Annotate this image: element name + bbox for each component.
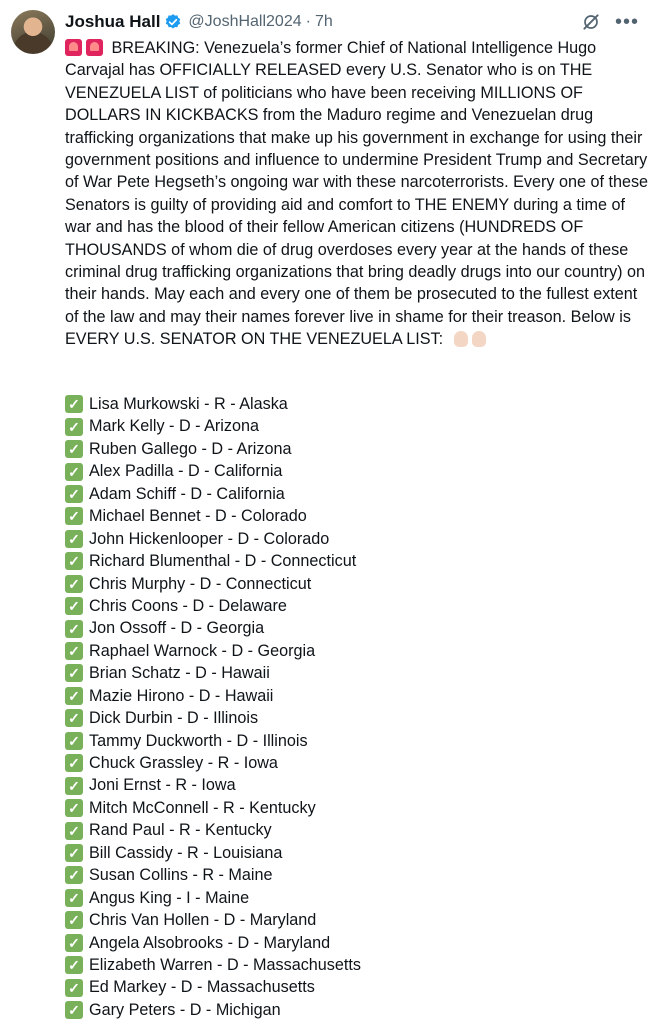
senator-entry: Raphael Warnock - D - Georgia xyxy=(89,641,316,660)
list-item xyxy=(65,864,361,886)
list-item xyxy=(65,460,361,482)
check-mark-icon: ✓ xyxy=(65,463,83,481)
author-name[interactable]: Joshua Hall xyxy=(65,12,161,31)
senator-entry: Tammy Duckworth - D - Illinois xyxy=(89,731,308,750)
senator-entry: Elizabeth Warren - D - Massachusetts xyxy=(89,955,361,974)
pointing-down-icon xyxy=(472,331,486,347)
check-mark-icon: ✓ xyxy=(65,664,83,682)
check-mark-icon: ✓ xyxy=(65,822,83,840)
senator-entry: Richard Blumenthal - D - Connecticut xyxy=(89,552,357,571)
check-mark-icon: ✓ xyxy=(65,866,83,884)
list-item xyxy=(65,438,361,460)
check-mark-icon: ✓ xyxy=(65,799,83,817)
tweet-header xyxy=(65,10,639,34)
senator-entry: Ed Markey - D - Massachusetts xyxy=(89,978,315,997)
senator-list xyxy=(65,393,361,1021)
senator-entry: Gary Peters - D - Michigan xyxy=(89,1000,281,1019)
list-item xyxy=(65,528,361,550)
timestamp[interactable]: 7h xyxy=(314,13,333,30)
pointing-down-icons xyxy=(454,331,490,353)
senator-entry: Lisa Murkowski - R - Alaska xyxy=(89,395,288,413)
senator-entry: Ruben Gallego - D - Arizona xyxy=(89,439,292,458)
list-item xyxy=(65,999,361,1021)
check-mark-icon: ✓ xyxy=(65,709,83,727)
senator-entry: Angela Alsobrooks - D - Maryland xyxy=(89,933,331,952)
list-item xyxy=(65,617,361,639)
list-item xyxy=(65,887,361,909)
check-mark-icon: ✓ xyxy=(65,440,83,458)
check-mark-icon: ✓ xyxy=(65,575,83,593)
author-handle[interactable]: @JoshHall2024 xyxy=(188,13,302,30)
list-item xyxy=(65,954,361,976)
list-item xyxy=(65,797,361,819)
senator-entry: Dick Durbin - D - Illinois xyxy=(89,709,259,728)
senator-entry: Chris Coons - D - Delaware xyxy=(89,596,287,615)
list-item xyxy=(65,730,361,752)
senator-entry: Rand Paul - R - Kentucky xyxy=(89,821,272,840)
check-mark-icon: ✓ xyxy=(65,597,83,615)
list-item xyxy=(65,752,361,774)
check-mark-icon: ✓ xyxy=(65,911,83,929)
list-item xyxy=(65,573,361,595)
check-mark-icon: ✓ xyxy=(65,552,83,570)
check-mark-icon: ✓ xyxy=(65,395,83,413)
check-mark-icon: ✓ xyxy=(65,754,83,772)
senator-entry: Jon Ossoff - D - Georgia xyxy=(89,619,265,638)
senator-entry: John Hickenlooper - D - Colorado xyxy=(89,529,330,548)
senator-entry: Bill Cassidy - R - Louisiana xyxy=(89,843,283,862)
senator-entry: Joni Ernst - R - Iowa xyxy=(89,776,236,795)
grok-icon[interactable] xyxy=(581,12,601,32)
senator-entry: Chris Van Hollen - D - Maryland xyxy=(89,911,317,930)
check-mark-icon: ✓ xyxy=(65,642,83,660)
list-item xyxy=(65,909,361,931)
senator-entry: Alex Padilla - D - California xyxy=(89,462,283,481)
senator-entry: Adam Schiff - D - California xyxy=(89,484,285,503)
senator-entry: Mitch McConnell - R - Kentucky xyxy=(89,798,316,817)
check-mark-icon: ✓ xyxy=(65,844,83,862)
verified-badge-icon xyxy=(164,13,182,31)
senator-entry: Michael Bennet - D - Colorado xyxy=(89,507,307,526)
check-mark-icon: ✓ xyxy=(65,687,83,705)
list-item xyxy=(65,685,361,707)
list-item xyxy=(65,640,361,662)
senator-entry: Susan Collins - R - Maine xyxy=(89,866,273,885)
list-item xyxy=(65,842,361,864)
list-item xyxy=(65,595,361,617)
list-item xyxy=(65,932,361,954)
check-mark-icon: ✓ xyxy=(65,530,83,548)
list-item xyxy=(65,819,361,841)
list-item xyxy=(65,505,361,527)
siren-icon xyxy=(65,39,82,56)
check-mark-icon: ✓ xyxy=(65,777,83,795)
separator: · xyxy=(305,13,311,30)
header-actions xyxy=(581,12,639,32)
senator-entry: Chris Murphy - D - Connecticut xyxy=(89,574,312,593)
list-item xyxy=(65,550,361,572)
pointing-down-icon xyxy=(454,331,468,347)
check-mark-icon: ✓ xyxy=(65,732,83,750)
check-mark-icon: ✓ xyxy=(65,507,83,525)
list-item xyxy=(65,415,361,437)
list-item xyxy=(65,774,361,796)
senator-entry: Angus King - I - Maine xyxy=(89,888,250,907)
check-mark-icon: ✓ xyxy=(65,934,83,952)
check-mark-icon: ✓ xyxy=(65,620,83,638)
avatar[interactable] xyxy=(11,10,55,54)
senator-entry: Chuck Grassley - R - Iowa xyxy=(89,754,278,772)
list-item xyxy=(65,662,361,684)
check-mark-icon: ✓ xyxy=(65,1001,83,1019)
senator-entry: Mark Kelly - D - Arizona xyxy=(89,417,260,436)
tweet-text xyxy=(65,37,649,354)
list-item xyxy=(65,393,361,415)
more-icon[interactable]: ••• xyxy=(614,11,639,33)
check-mark-icon: ✓ xyxy=(65,485,83,503)
check-mark-icon: ✓ xyxy=(65,979,83,997)
list-item xyxy=(65,707,361,729)
senator-entry: Brian Schatz - D - Hawaii xyxy=(89,664,270,683)
list-item xyxy=(65,483,361,505)
tweet-text-content: BREAKING: Venezuela’s former Chief of National Intelligence Hugo Carvajal has OFFICIALLY RELEASED every U.S. Senator who is on THE VENEZUELA LIST of politicians who have been receiving MILLIONS OF DOLLARS IN KICKBACKS from the Maduro regime and Venezuelan drug trafficking organizations that make up his government in exchange for using their government positions and influence to undermine President Trump and Secretary of War Pete Hegseth’s ongoing war with these narcoterrorists. Every one of these Senators is guilty of providing aid and comfort to THE ENEMY during a time of war and has the blood of their fellow American citizens (HUNDREDS OF THOUSANDS of whom die of drug overdoses every year at the hands of these criminal drug trafficking organizations that bring deadly drugs into our country) on their hands. May each and every one of them be prosecuted to the fullest extent of the law and may their names forever live in shame for their treason. Below is EVERY U.S. SENATOR ON THE VENEZUELA LIST: xyxy=(65,39,649,349)
senator-entry: Mazie Hirono - D - Hawaii xyxy=(89,686,274,705)
list-item xyxy=(65,976,361,998)
check-mark-icon: ✓ xyxy=(65,889,83,907)
check-mark-icon: ✓ xyxy=(65,956,83,974)
check-mark-icon: ✓ xyxy=(65,418,83,436)
siren-icon xyxy=(86,39,103,56)
